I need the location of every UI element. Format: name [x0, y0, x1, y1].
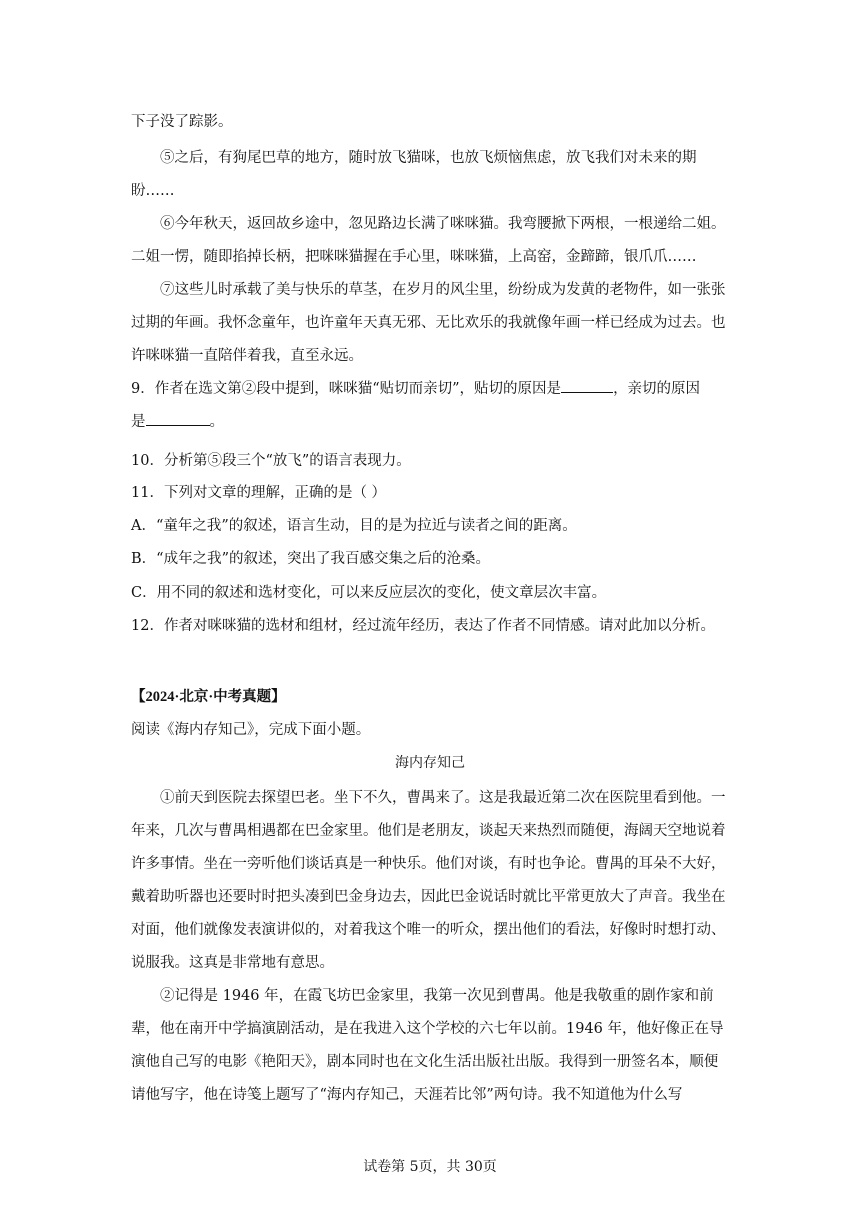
- paragraph-6: ⑥今年秋天，返回故乡途中，忽见路边长满了咪咪猫。我弯腰掀下两根，一根递给二姐。二姐一愣，随即掐掉长柄，把咪咪猫握在手心里，咪咪猫，上高窑，金蹄蹄，银爪爪……: [131, 216, 726, 265]
- question-9-text-c: 是: [131, 414, 146, 430]
- page-footer: 试卷第 5页，共 30页: [363, 1159, 497, 1175]
- question-9: [131, 373, 731, 439]
- answer-blank-1[interactable]: [561, 378, 613, 393]
- section-heading: 【2024·北京·中考真题】: [131, 689, 286, 705]
- paragraph-continuation: 下子没了踪影。: [131, 114, 233, 130]
- question-9-text-b: ，亲切的原因: [613, 381, 701, 397]
- question-10: 10．分析第⑤段三个“放飞”的语言表现力。: [131, 453, 411, 469]
- question-12: 12．作者对咪咪猫的选材和组材，经过流年经历，表达了作者不同情感。请对此加以分析。: [131, 618, 715, 634]
- option-a: A．“童年之我”的叙述，语言生动，目的是为拉近与读者之间的距离。: [131, 518, 577, 534]
- paragraph-5: ⑤之后，有狗尾巴草的地方，随时放飞猫咪，也放飞烦恼焦虑，放飞我们对未来的期盼……: [131, 150, 697, 199]
- article-title: 海内存知己: [395, 755, 465, 771]
- reading-intro: 阅读《海内存知己》，完成下面小题。: [131, 722, 371, 738]
- question-11: 11．下列对文章的理解，正确的是（ ）: [131, 485, 387, 501]
- article-paragraph-1: ①前天到医院去探望巴老。坐下不久，曹禺来了。这是我最近第二次在医院里看到他。一年来，几次与曹禺相遇都在巴金家里。他们是老朋友，谈起天来热烈而随便，海阔天空地说着许多事情。坐在一旁听他们谈话真是一种快乐。他们对谈，有时也争论。曹禺的耳朵不大好，戴着助听器也还要时时把头凑到巴金身边去，因此巴金说话时就比平常更放大了声音。我坐在对面，他们就像发表演讲似的，对着我这个唯一的听众，摆出他们的看法，好像时时想打动、说服我。这真是非常地有意思。: [131, 790, 726, 971]
- option-b: B．“成年之我”的叙述，突出了我百感交集之后的沧桑。: [131, 551, 490, 567]
- answer-blank-2[interactable]: [146, 411, 210, 426]
- option-c: C．用不同的叙述和选材变化，可以来反应层次的变化，使文章层次丰富。: [131, 585, 607, 601]
- question-9-text-d: 。: [209, 414, 224, 430]
- article-paragraph-2: ②记得是 1946 年，在霞飞坊巴金家里，我第一次见到曹禺。他是我敬重的剧作家和前辈，他在南开中学搞演剧活动，是在我进入这个学校的六七年以前。1946 年，他好像正在导演他自己写的电影《艳阳天》，剧本同时也在文化生活出版社出版。我得到一册签名本，顺便请他写字，他在诗笺上题写了“海内存知己，天涯若比邻”两句诗。我不知道他为什么写: [131, 988, 724, 1103]
- question-9-text-a: 9．作者在选文第②段中提到，咪咪猫“贴切而亲切”，贴切的原因是: [131, 381, 562, 397]
- paragraph-7: ⑦这些儿时承载了美与快乐的草茎，在岁月的风尘里，纷纷成为发黄的老物件，如一张张过期的年画。我怀念童年，也许童年天真无邪、无比欢乐的我就像年画一样已经成为过去。也许咪咪猫一直陪伴着我，直至永远。: [131, 282, 726, 364]
